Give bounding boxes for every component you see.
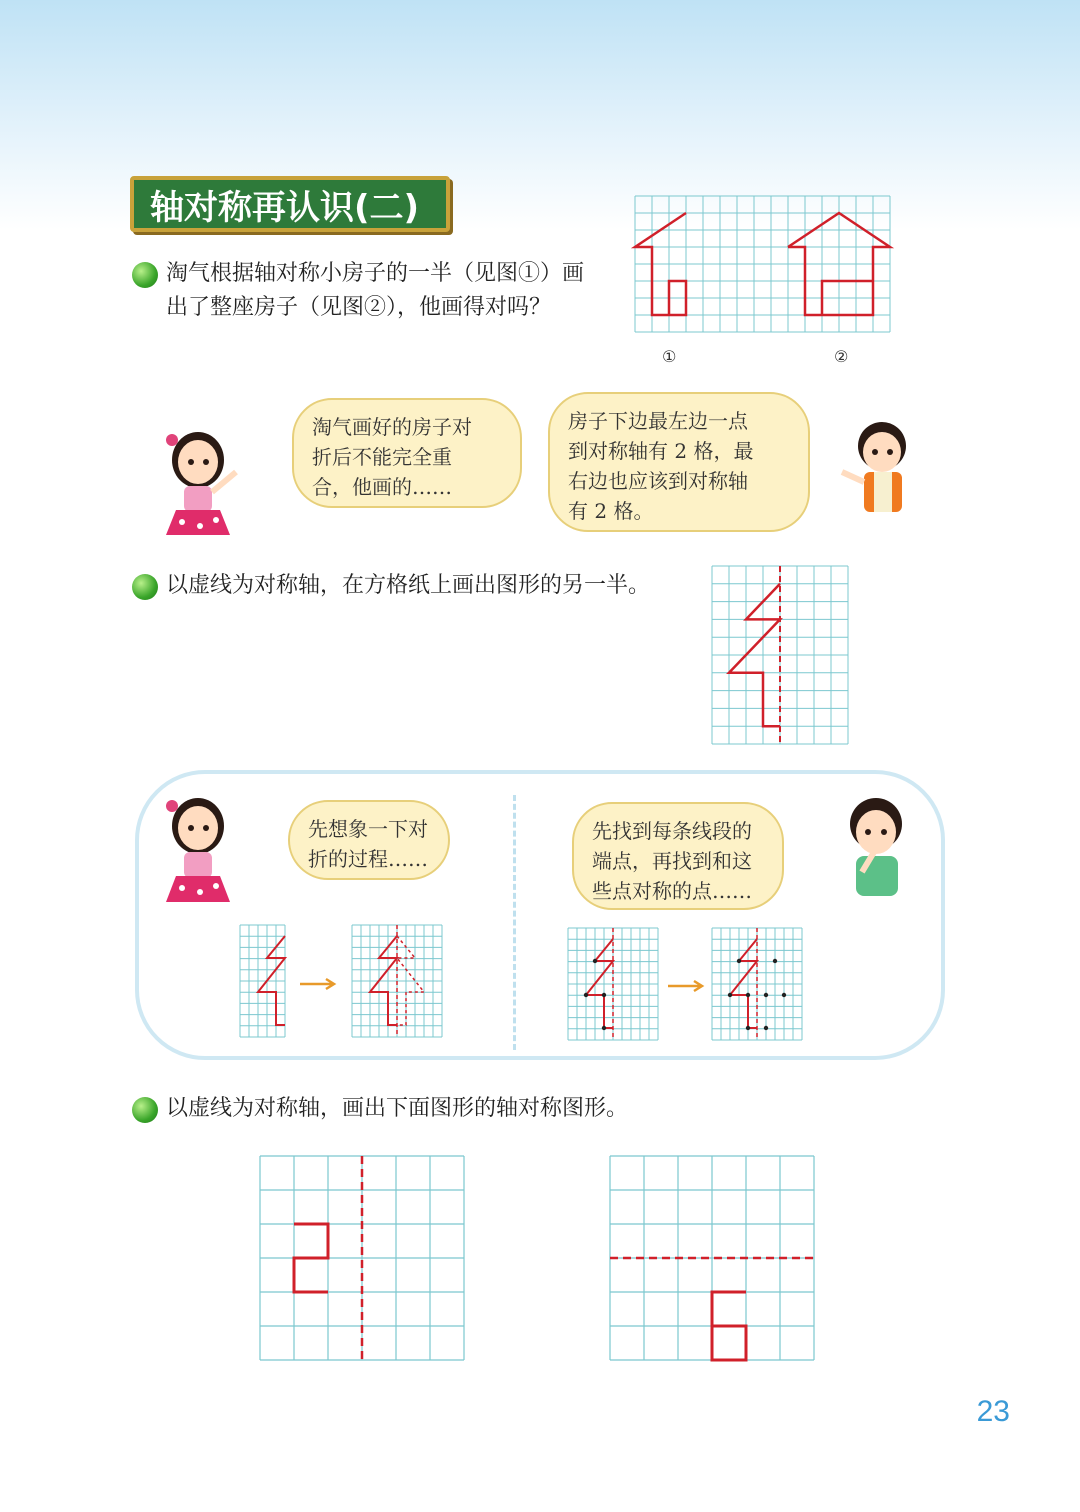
- green-bullet-icon: [132, 1097, 158, 1123]
- partial-shape-bottom: [712, 1292, 746, 1360]
- question-1-line-2: 出了整座房子（见图②），他画得对吗？: [166, 295, 552, 320]
- house-grid-figure: [635, 196, 891, 336]
- boy-bubble-2-line-1: 先找到每条线段的: [592, 819, 752, 843]
- partial-shape-left: [294, 1224, 328, 1292]
- boy-bubble-1-line-1: 房子下边最左边一点: [568, 409, 748, 433]
- flag-grid-figure: [712, 566, 850, 746]
- boy-speech-bubble-2: [572, 802, 784, 910]
- lesson-title: 轴对称再认识(二): [130, 176, 450, 232]
- figure-label-1: ①: [662, 347, 677, 366]
- boy-character-illustration-2: [826, 786, 926, 906]
- girl-bubble-1-line-2: 折后不能完全重: [312, 445, 452, 469]
- boy-speech-bubble-1: [548, 392, 810, 532]
- arrow-right-icon: [668, 980, 708, 992]
- boy-bubble-1-line-3: 右边也应该到对称轴: [568, 469, 748, 493]
- boy-bubble-1-line-2: 到对称轴有 2 格，最: [568, 439, 754, 463]
- endpoint-step-2-grid: [712, 928, 806, 1043]
- page-number: 23: [976, 1395, 1010, 1428]
- girl-bubble-1-line-3: 合，他画的……: [312, 475, 452, 499]
- arrow-right-icon: [300, 978, 340, 990]
- question-3-text: 以虚线为对称轴，画出下面图形的轴对称图形。: [166, 1096, 629, 1121]
- cloud-divider-dashed: [513, 795, 516, 1050]
- endpoint-step-1-grid: [568, 928, 662, 1043]
- exercise-grid-vertical-axis: [260, 1156, 468, 1362]
- girl-bubble-1-line-1: 淘气画好的房子对: [312, 415, 472, 439]
- girl-character-illustration: [150, 410, 250, 540]
- green-bullet-icon: [132, 262, 158, 288]
- house-grid: [635, 196, 890, 332]
- boy-bubble-1-line-4: 有 2 格。: [568, 499, 654, 523]
- boy-character-illustration: [836, 410, 926, 520]
- question-2-text: 以虚线为对称轴，在方格纸上画出图形的另一半。: [166, 573, 651, 598]
- fold-step-1-grid: [240, 925, 290, 1040]
- boy-bubble-2-line-2: 端点，再找到和这: [592, 849, 752, 873]
- question-1-line-1: 淘气根据轴对称小房子的一半（见图①）画: [166, 261, 585, 286]
- question-1-text: [166, 257, 584, 325]
- girl-speech-bubble-2: [288, 800, 450, 880]
- exercise-grid-horizontal-axis: [610, 1156, 818, 1362]
- girl-bubble-2-line-1: 先想象一下对: [308, 817, 428, 841]
- girl-character-illustration-2: [150, 780, 250, 910]
- figure-label-2: ②: [834, 347, 849, 366]
- fold-step-2-grid: [352, 925, 446, 1040]
- boy-bubble-2-line-3: 些点对称的点……: [592, 879, 752, 903]
- girl-speech-bubble-1: [292, 398, 522, 508]
- green-bullet-icon: [132, 574, 158, 600]
- girl-bubble-2-line-2: 折的过程……: [308, 847, 428, 871]
